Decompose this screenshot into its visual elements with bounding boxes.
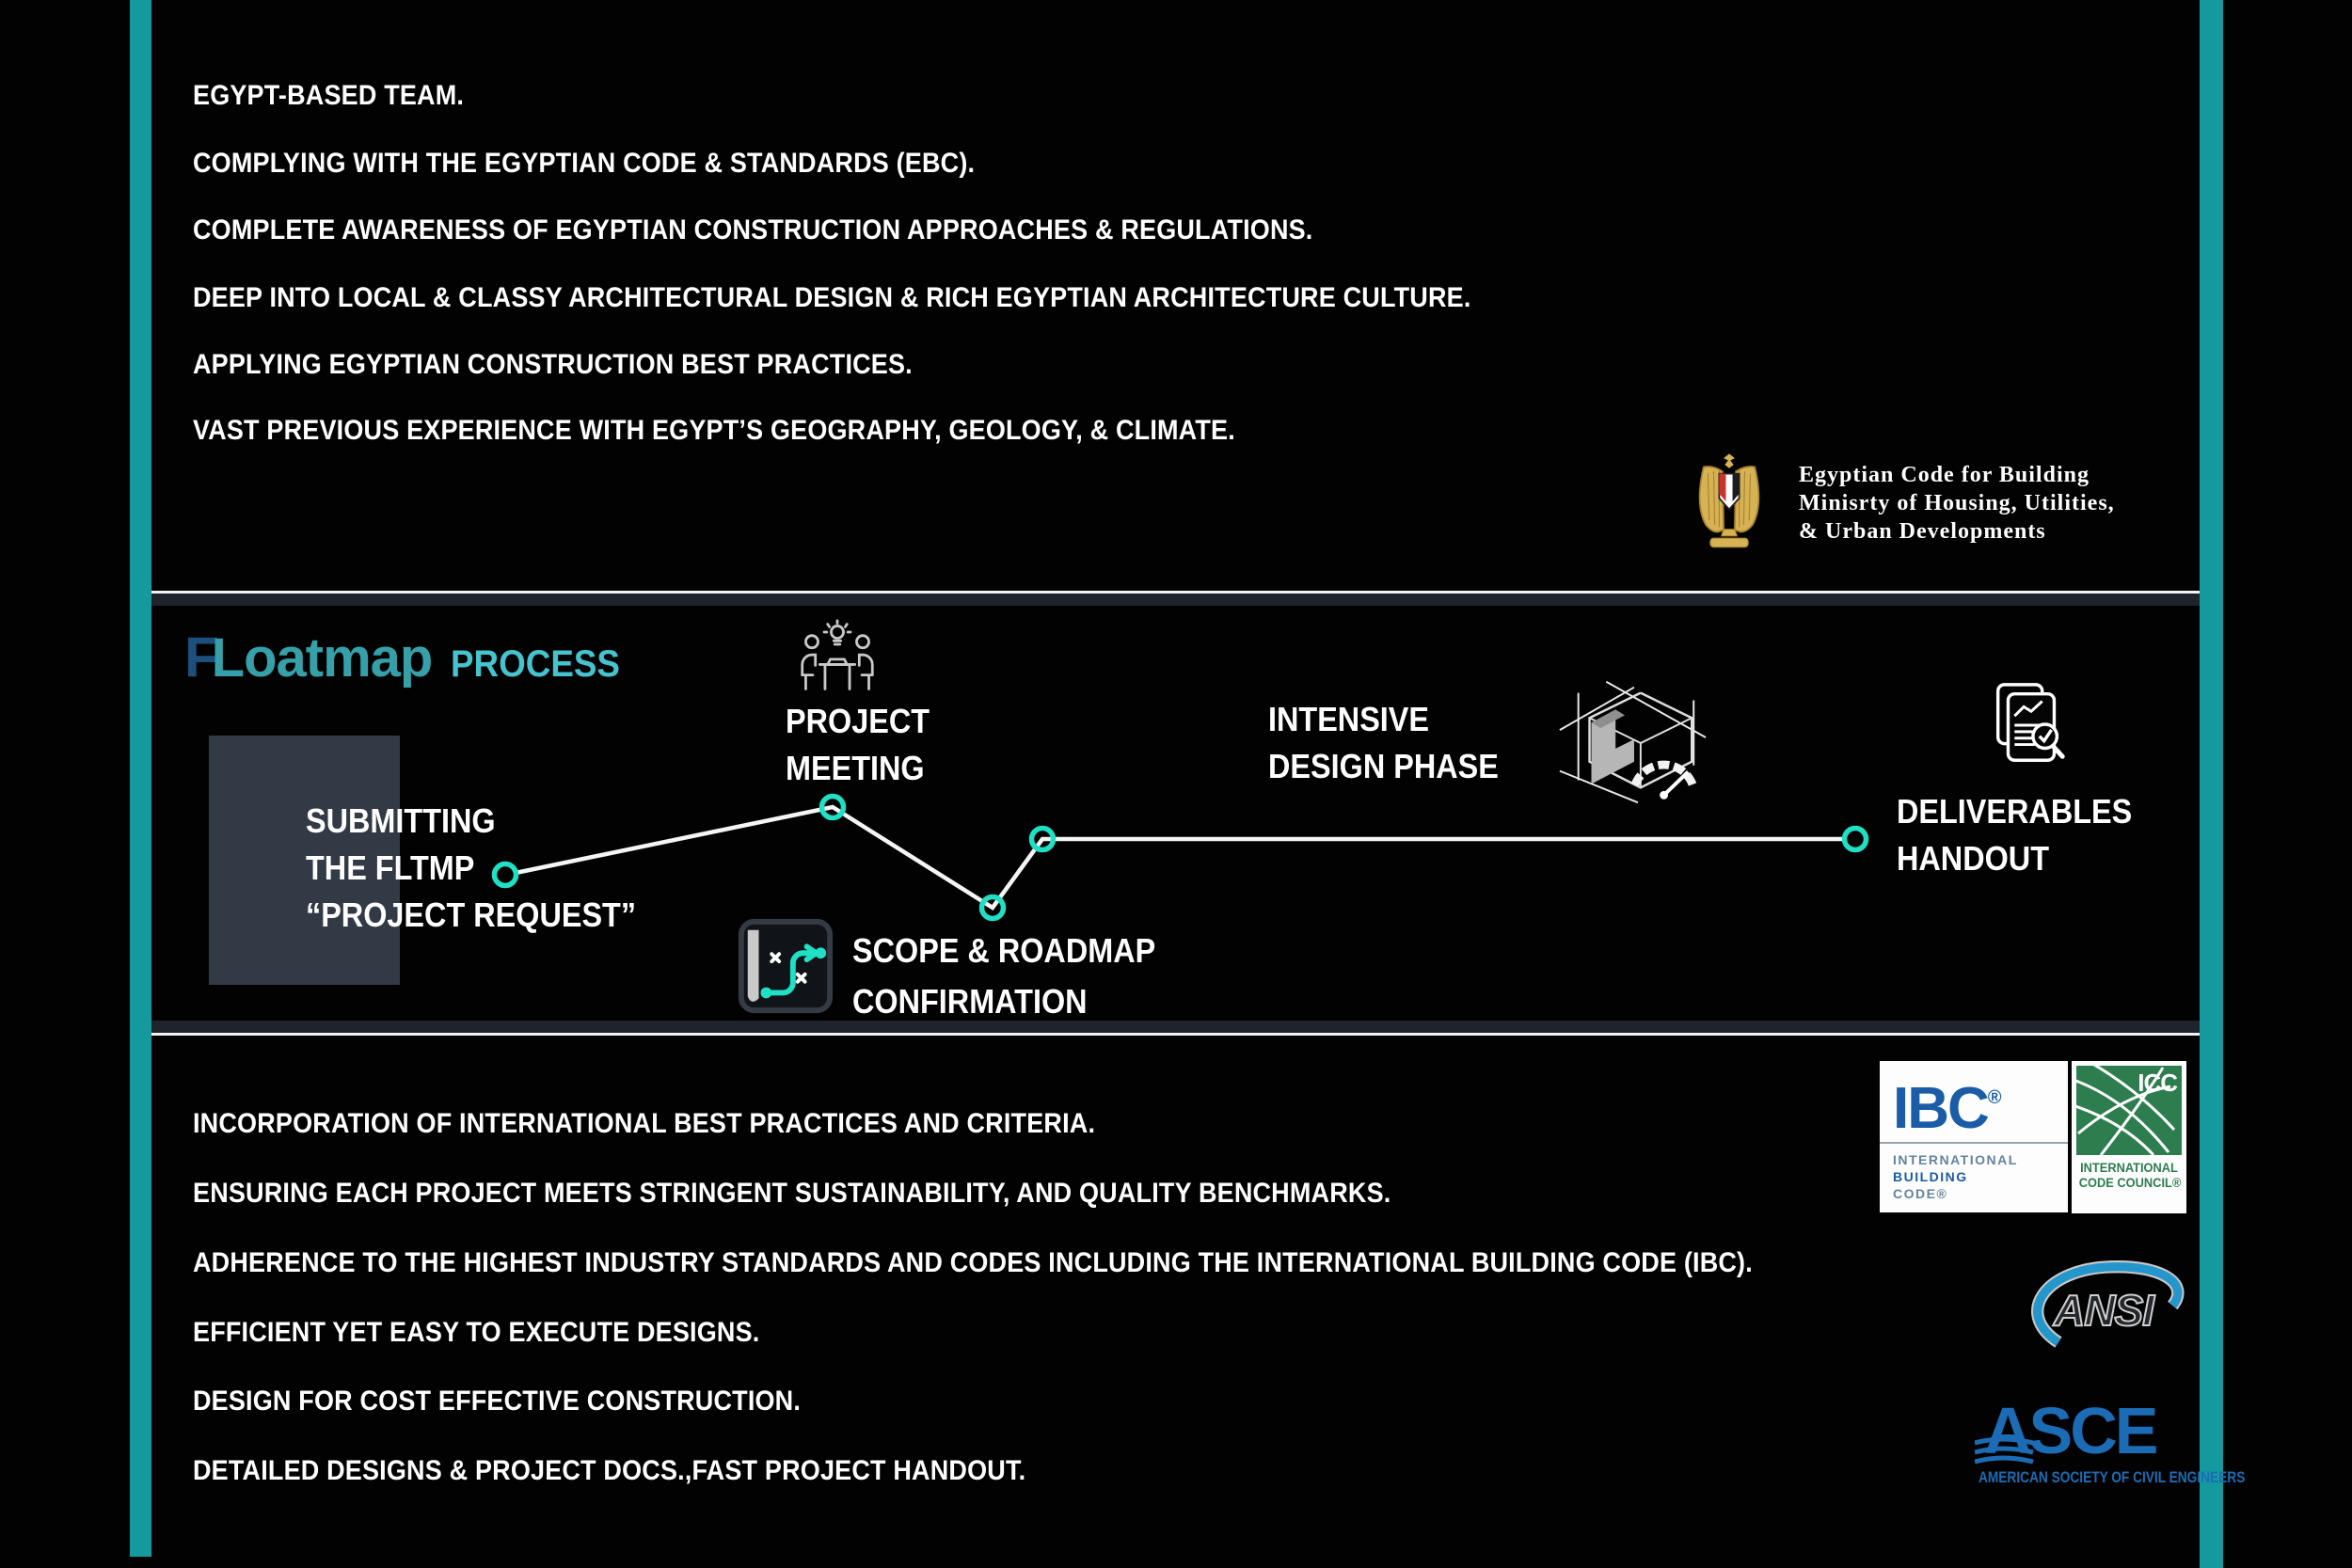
step3-line1: SCOPE & ROADMAP xyxy=(852,931,1156,970)
step5-line2: HANDOUT xyxy=(1897,839,2049,878)
step4-line2: DESIGN PHASE xyxy=(1268,747,1499,785)
bottom-bullet-5: DESIGN FOR COST EFFECTIVE CONSTRUCTION. xyxy=(193,1386,802,1417)
step5-line1: DELIVERABLES xyxy=(1897,792,2133,831)
top-bullet-2: COMPLYING WITH THE EGYPTIAN CODE & STANDARDS (EBC). xyxy=(193,148,976,179)
bottom-bullet-2: ENSURING EACH PROJECT MEETS STRINGENT SUSTAINABILITY, AND QUALITY BENCHMARKS. xyxy=(193,1178,1391,1209)
icc-logo-globe-panel xyxy=(2076,1066,2182,1155)
ansi-logo-name: ANSI xyxy=(2054,1286,2153,1335)
step-submitting-label xyxy=(306,798,636,939)
bottom-bullet-4: EFFICIENT YET EASY TO EXECUTE DESIGNS. xyxy=(193,1317,760,1348)
step2-line2: MEETING xyxy=(786,749,925,787)
asce-logo-name: ASCE xyxy=(1984,1394,2156,1467)
step3-line2: CONFIRMATION xyxy=(852,982,1088,1021)
bottom-bullet-6: DETAILED DESIGNS & PROJECT DOCS.,FAST PROJECT HANDOUT. xyxy=(193,1455,1026,1486)
process-title-label: PROCESS xyxy=(451,643,621,685)
top-bullet-1: EGYPT-BASED TEAM. xyxy=(193,80,465,111)
design-phase-icon xyxy=(1552,675,1710,807)
egyptian-code-line-3: & Urban Developments xyxy=(1799,519,2046,544)
bottom-bullet-1: INCORPORATION OF INTERNATIONAL BEST PRACTICES AND CRITERIA. xyxy=(193,1108,1096,1139)
deliverables-icon xyxy=(1983,679,2075,771)
egyptian-code-line-2: Minisrty of Housing, Utilities, xyxy=(1799,491,2115,515)
ansi-logo xyxy=(2027,1257,2197,1354)
icc-logo-name: ICC xyxy=(2137,1069,2177,1097)
ibc-logo-line1: INTERNATIONAL xyxy=(1893,1152,2018,1167)
floatmap-logo-f: F xyxy=(184,626,218,689)
step-deliverables-label xyxy=(1897,788,2132,882)
step-project-meeting-label xyxy=(786,698,930,792)
icc-logo-line2: CODE COUNCIL® xyxy=(2078,1176,2182,1190)
timeline-node-5 xyxy=(1845,829,1867,850)
divider-bottom-shadow xyxy=(151,1021,2200,1033)
icc-logo-caption xyxy=(2078,1161,2182,1191)
scope-roadmap-icon xyxy=(735,915,836,1017)
step2-line1: PROJECT xyxy=(786,702,930,740)
top-bullet-6: VAST PREVIOUS EXPERIENCE WITH EGYPT’S GEOGRAPHY, GEOLOGY, & CLIMATE. xyxy=(193,415,1235,446)
step-intensive-design-label xyxy=(1268,696,1499,790)
divider-bottom xyxy=(151,1033,2200,1036)
ibc-logo-name: IBC® xyxy=(1893,1076,2002,1141)
timeline-line xyxy=(516,807,1844,908)
step1-line2: THE FLTMP xyxy=(306,848,475,887)
asce-logo xyxy=(1979,1394,2246,1496)
ibc-logo-rule xyxy=(1880,1142,2068,1144)
ibc-logo-line2: BUILDING xyxy=(1893,1169,1968,1184)
egyptian-code-line-1: Egyptian Code for Building xyxy=(1799,463,2090,487)
icc-logo xyxy=(2072,1061,2186,1213)
asce-waves-icon xyxy=(1975,1437,2041,1467)
step1-line1: SUBMITTING xyxy=(306,801,496,840)
top-bullet-3: COMPLETE AWARENESS OF EGYPTIAN CONSTRUCTION APPROACHES & REGULATIONS. xyxy=(193,214,1313,245)
top-bullet-5: APPLYING EGYPTIAN CONSTRUCTION BEST PRACTICES. xyxy=(193,349,913,380)
ibc-logo-line3: CODE® xyxy=(1893,1186,1948,1201)
floatmap-logo-text: Loatmap xyxy=(211,627,433,689)
ibc-logo xyxy=(1880,1061,2068,1212)
icc-logo-line1: INTERNATIONAL xyxy=(2080,1161,2178,1175)
project-meeting-icon xyxy=(793,619,882,696)
step4-line1: INTENSIVE xyxy=(1268,700,1430,738)
step1-line3: “PROJECT REQUEST” xyxy=(306,895,637,934)
asce-logo-subtitle: AMERICAN SOCIETY OF CIVIL ENGINEERS xyxy=(1979,1469,2246,1486)
bottom-bullet-3: ADHERENCE TO THE HIGHEST INDUSTRY STANDARDS AND CODES INCLUDING THE INTERNATIONAL BUILDING CODE (IBC). xyxy=(193,1247,1753,1278)
top-bullet-4: DEEP INTO LOCAL & CLASSY ARCHITECTURAL DESIGN & RICH EGYPTIAN ARCHITECTURE CULTURE. xyxy=(193,282,1471,313)
step-scope-roadmap-label xyxy=(852,926,1155,1027)
